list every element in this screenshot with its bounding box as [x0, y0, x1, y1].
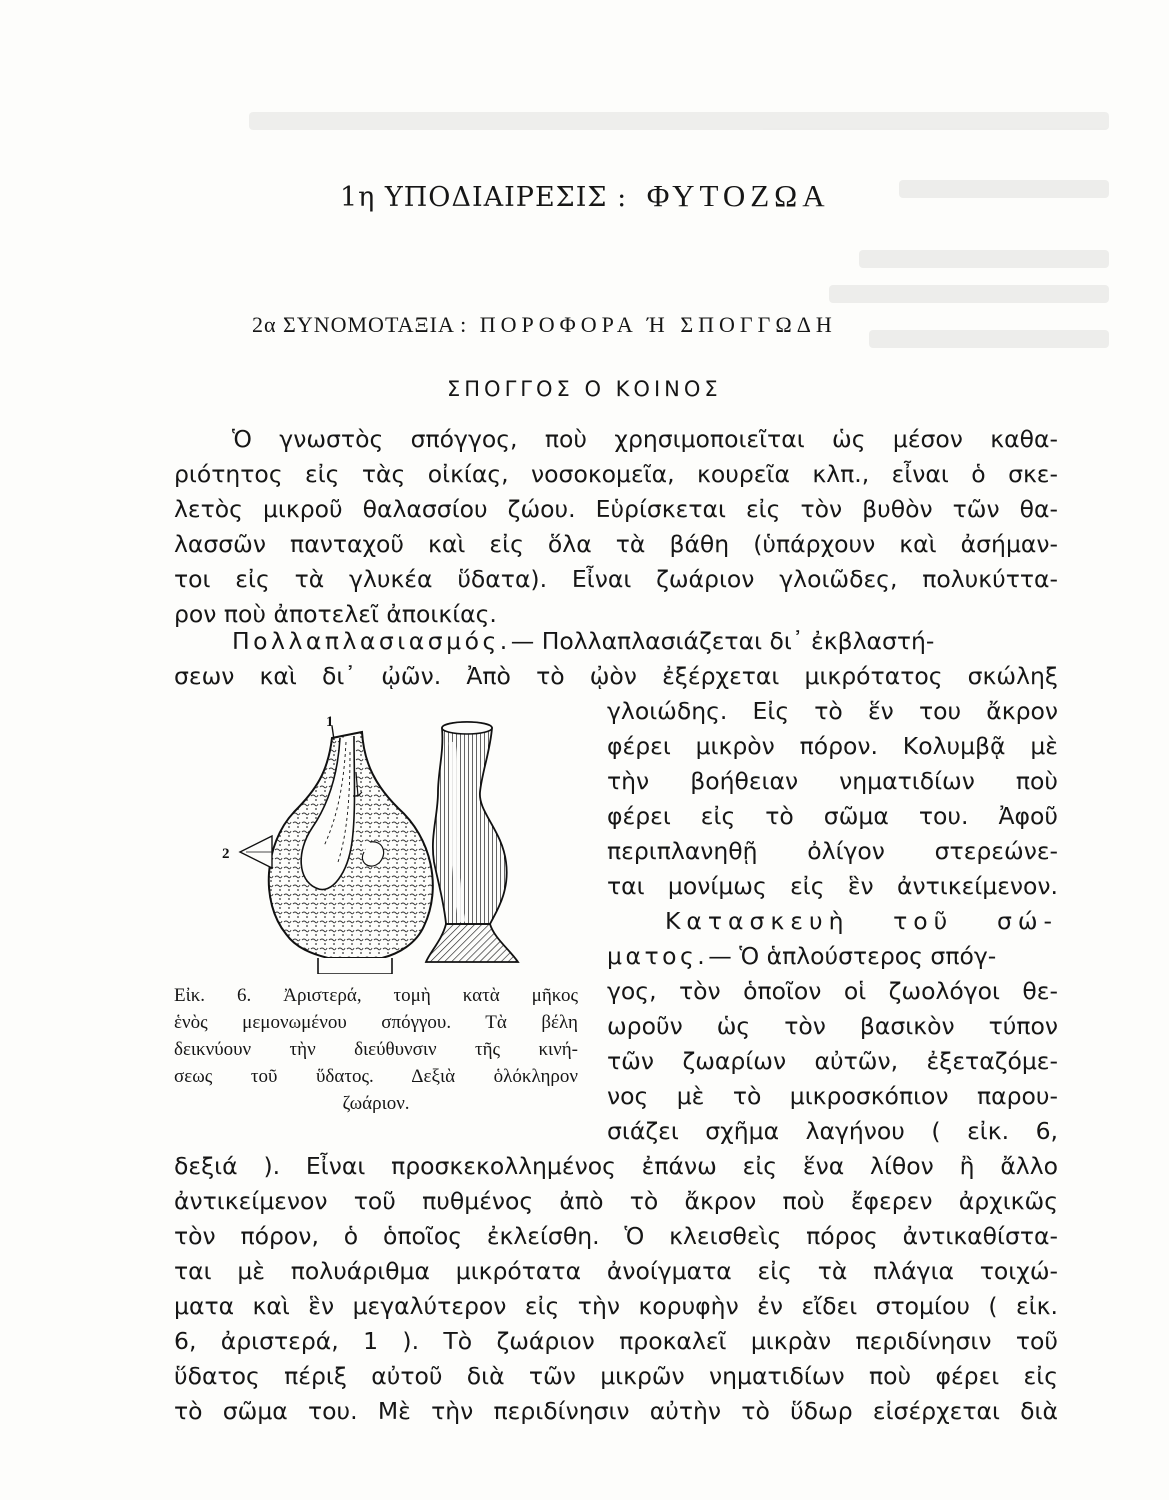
p3-line-8: ὕδατος πέριξ αὐτοῦ διὰ τῶν μικρῶν νηματιδίων ποὺ φέρει εἰς: [174, 1362, 1058, 1390]
p3-side-line-3: τῶν ζωαρίων αὐτῶν, ἐξεταζόμε-: [607, 1047, 1058, 1075]
p2-side-line-3: τὴν βοήθειαν νηματιδίων ποὺ: [607, 767, 1058, 795]
p3-side-line-5: σιάζει σχῆμα λαγήνου ( εἰκ. 6,: [607, 1117, 1058, 1145]
p2-line-1: [232, 626, 1058, 656]
p2-term: Πολλαπλασιασμός.: [232, 627, 511, 655]
subdivision-prefix: 1η ΥΠΟΔΙΑΙΡΕΣΙΣ :: [340, 182, 628, 213]
p1-line-3: λετὸς μικροῦ θαλασσίου ζώου. Εὑρίσκεται εἰς τὸν βυθὸν τῶν θα-: [174, 495, 1058, 523]
sponge-figure: [220, 712, 560, 974]
p3-line-7: 6, ἀριστερά, 1 ). Τὸ ζωάριον προκαλεῖ μικρὰν περιδίνησιν τοῦ: [174, 1327, 1058, 1355]
phylum-prefix: 2α ΣΥΝΟΜΟΤΑΞΙΑ :: [252, 312, 468, 337]
p2-side-line-2: φέρει μικρὸν πόρον. Κολυμβᾷ μὲ: [607, 732, 1058, 760]
phylum-name: ΠΟΡΟΦΟΡΑ Ή ΣΠΟΓΓΩΔΗ: [479, 312, 837, 337]
figure-caption-line-1: Εἰκ. 6. Ἀριστερά, τομὴ κατὰ μῆκος: [174, 985, 578, 1006]
p3-first-rest: — Ὁ ἁπλούστερος σπόγ-: [708, 942, 997, 970]
species-heading: ΣΠΟΓΓΟΣ Ο ΚΟΙΝΟΣ: [447, 377, 722, 401]
figure-caption-line-3: δεικνύουν τὴν διεύθυνσιν τῆς κινή-: [174, 1039, 578, 1060]
figure-label-2: 2: [222, 846, 230, 862]
p1-line-6: ρον ποὺ ἀποτελεῖ ἀποικίας.: [174, 600, 497, 628]
p2-side-line-1: γλοιώδης. Εἰς τὸ ἕν του ἄκρον: [607, 697, 1058, 725]
p1-line-4: λασσῶν πανταχοῦ καὶ εἰς ὅλα τὰ βάθη (ὑπάρχουν καὶ ἀσήμαν-: [174, 530, 1058, 558]
figure-caption-line-2: ἑνὸς μεμονωμένου σπόγγου. Τὰ βέλη: [174, 1012, 578, 1033]
p1-line-5: τοι εἰς τὰ γλυκέα ὕδατα). Εἶναι ζωάριον γλοιῶδες, πολυκύττα-: [174, 565, 1058, 593]
p3-line-6: ματα καὶ ἓν μεγαλύτερον εἰς τὴν κορυφὴν ἐν εἴδει στομίου ( εἰκ.: [174, 1292, 1058, 1320]
p1-line-1: Ὁ γνωστὸς σπόγγος, ποὺ χρησιμοποιεῖται ὡς μέσον καθα-: [232, 425, 1058, 453]
p3-line-4: τὸν πόρον, ὁ ὁποῖος ἐκλείσθη. Ὁ κλεισθεὶς πόρος ἀντικαθίστα-: [174, 1222, 1058, 1250]
p3-term-line: Κατασκευὴ τοῦ σώ-: [665, 907, 1058, 935]
p2-side-line-6: ται μονίμως εἰς ἓν ἀντικείμενον.: [607, 872, 1058, 900]
p3-side-line-4: νος μὲ τὸ μικροσκόπιον παρου-: [607, 1082, 1058, 1110]
subdivision-name: ΦΥΤΟΖΩΑ: [646, 178, 830, 213]
figure-caption-line-4: σεως τοῦ ὕδατος. Δεξιὰ ὁλόκληρον: [174, 1066, 578, 1087]
figure-caption-line-5: ζωάριον.: [342, 1093, 410, 1114]
p2-first-rest: — Πολλαπλασιάζεται δι᾽ ἐκβλαστή-: [510, 627, 935, 655]
p3-line-5: ται μὲ πολυάριθμα μικρότατα ἀνοίγματα εἰς τὰ πλάγια τοιχώ-: [174, 1257, 1058, 1285]
p3-line-2: δεξιά ). Εἶναι προσκεκολλημένος ἐπάνω εἰς ἕνα λίθον ἢ ἄλλο: [174, 1152, 1058, 1180]
whole-sponge-drawing: [426, 722, 518, 962]
p3-line-3: ἀντικείμενον τοῦ πυθμένος ἀπὸ τὸ ἄκρον ποὺ ἔφερεν ἀρχικῶς: [174, 1187, 1058, 1215]
p2-side-line-5: περιπλανηθῇ ὀλίγον στερεώνε-: [607, 837, 1058, 865]
sponge-section-drawing: [240, 726, 433, 974]
p2-line-2: σεων καὶ δι᾽ ᾠῶν. Ἀπὸ τὸ ᾠὸν ἐξέρχεται μικρότατος σκώληξ: [174, 662, 1058, 690]
p3-line-1: [607, 941, 1058, 971]
p1-line-2: ριότητος εἰς τὰς οἰκίας, νοσοκομεῖα, κουρεῖα κλπ., εἶναι ὁ σκε-: [174, 460, 1058, 488]
p3-side-line-2: ωροῦν ὡς τὸν βασικὸν τύπον: [607, 1012, 1058, 1040]
p3-line-9: τὸ σῶμα του. Μὲ τὴν περιδίνησιν αὐτὴν τὸ ὕδωρ εἰσέρχεται διὰ: [174, 1397, 1058, 1425]
phylum-heading: [252, 312, 837, 338]
p3-term-end: ματος.: [607, 942, 709, 970]
subdivision-heading: [340, 178, 830, 214]
p2-side-line-4: φέρει εἰς τὸ σῶμα του. Ἀφοῦ: [607, 802, 1058, 830]
p3-side-line-1: γος, τὸν ὁποῖον οἱ ζωολόγοι θε-: [607, 977, 1058, 1005]
figure-label-1: 1: [326, 714, 334, 730]
